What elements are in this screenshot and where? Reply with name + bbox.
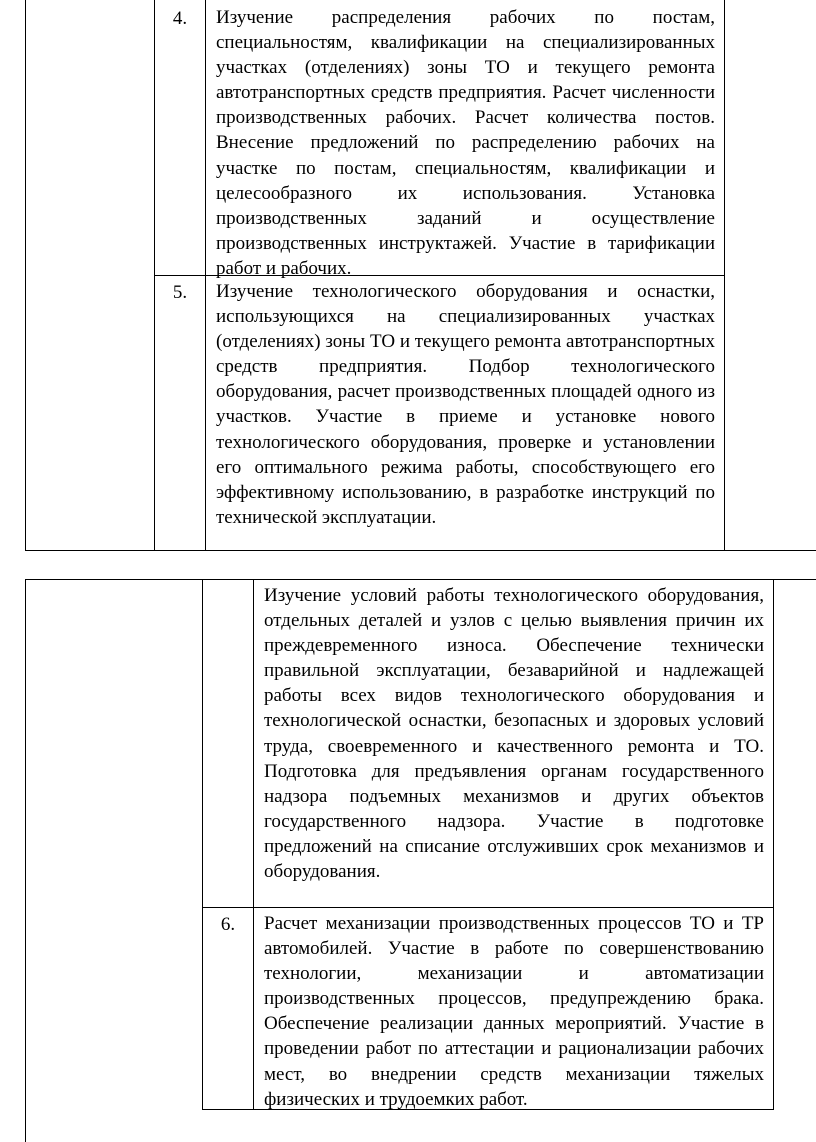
table-row-text: Изучение условий работы технологического оборудования, отдельных деталей и узлов с целью выявления причин их преждевременного износа. Обеспечение технически правильной эксплуатации, безаварийной и надлежащей работы всех видов технологического оборудования и технологической оснастки, безопасных и здоровых условий труда, своевременного и качественного ремонта и ТО. Подготовка для предъявления органам государственного надзора подъемных механизмов и других объектов государственного надзора. Участие в подготовке предложений на списание отслуживших срок механизмов и оборудования. <box>264 585 764 883</box>
table-bottom-left-border <box>25 579 26 1142</box>
table-row-text: Изучение технологического оборудования и оснастки, использующихся на специализированных участках (отделениях) зоны ТО и текущего ремонта автотранспортных средств предприятия. Подбор технологического оборудования, расчет производственных площадей одного из участков. Участие в приеме и установке нового технологического оборудования, проверке и установлении его оптимального режима работы, способствующего его эффективному использованию, в разработке инструкций по технической эксплуатации. <box>216 281 715 528</box>
table-top-bottom-border <box>25 550 816 551</box>
table-bottom-row-divider <box>202 907 774 908</box>
table-row-text: Расчет механизации производственных процессов ТО и ТР автомобилей. Участие в работе по совершенствованию технологии, механизации и автоматизации производственных процессов, предупреждению брака. Обеспечение реализации данных мероприятий. Участие в проведении работ по аттестации и рационализации рабочих мест, во внедрении средств механизации тяжелых физических и трудоемких работ. <box>264 913 764 1110</box>
table-row-number: 5. <box>172 282 188 303</box>
table-bottom-col-divider-1 <box>202 579 203 1110</box>
table-bottom-col-divider-3 <box>773 579 774 1110</box>
table-bottom-col-divider-2 <box>253 579 254 1110</box>
table-row-number: 4. <box>172 8 188 29</box>
table-bottom-top-border <box>25 579 816 580</box>
table-top-left-border <box>25 0 26 551</box>
table-row-text: Изучение распределения рабочих по постам, специальностям, квалификации на специализированных участках (отделениях) зоны ТО и текущего ремонта автотранспортных средств предприятия. Расчет численности производственных рабочих. Расчет количества постов. Внесение предложений по распределению рабочих на участке по постам, специальностям, квалификации и целесообразного их использования. Установка производственных заданий и осуществление производственных инструктажей. Участие в тарификации работ и рабочих. <box>216 7 715 279</box>
table-row-number: 6. <box>220 914 236 935</box>
